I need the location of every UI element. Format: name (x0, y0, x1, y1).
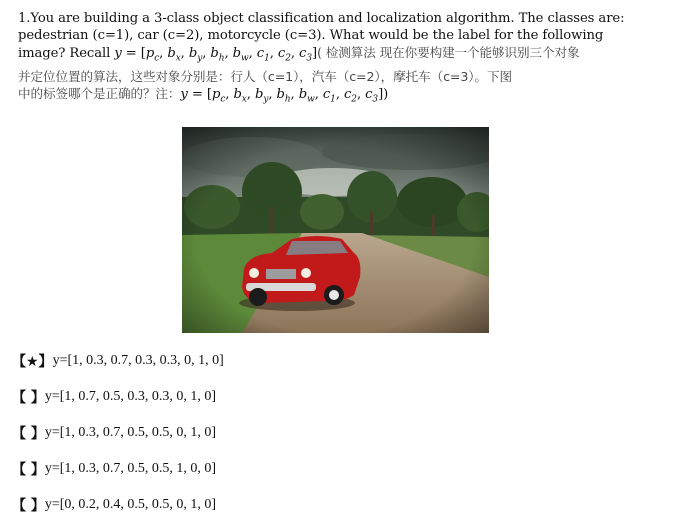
car-photo (182, 127, 489, 333)
option-3-marker: 【 】 (12, 426, 45, 442)
question-line-5-chinese: 中的标签哪个是正确的？注： (18, 85, 181, 101)
question-line-2: pedestrian (c=1), car (c=2), motorcycle (c=3). What would be the label for the following (18, 28, 604, 43)
question-line-5: 中的标签哪个是正确的？注：$y = [p_c$, $b_x$, $b_y$, $b_h$, $b_w$, $c_1$, $c_2$, $c_3$]) (18, 85, 389, 105)
option-3[interactable] (12, 422, 216, 444)
option-1-label: y=[1, 0.3, 0.7, 0.3, 0.3, 0, 1, 0] (52, 353, 224, 368)
option-5-marker: 【 】 (12, 498, 45, 514)
option-4-label: y=[1, 0.3, 0.7, 0.5, 0.5, 1, 0, 0] (44, 461, 217, 476)
option-1-marker: 【★】 (12, 354, 53, 370)
option-5[interactable] (12, 494, 216, 516)
option-2-marker: 【 】 (12, 390, 45, 406)
option-5-label: y=[0, 0.2, 0.4, 0.5, 0.5, 0, 1, 0] (44, 497, 217, 512)
option-4[interactable] (12, 458, 216, 480)
option-4-marker: 【 】 (12, 462, 45, 478)
question-line-3-chinese: ( 检测算法 现在你要构建一个能够识别三个对象 (317, 45, 580, 60)
question-line-4: 并定位位置的算法，这些对象分别是：行人（c=1），汽车（c=2），摩托车（c=3）。下图 (18, 68, 512, 84)
option-3-label: y=[1, 0.3, 0.7, 0.5, 0.5, 0, 1, 0] (44, 425, 217, 440)
option-1[interactable] (12, 350, 224, 372)
option-2[interactable] (12, 386, 216, 408)
car-photo-illustration (182, 127, 489, 333)
question-line-3: image? Recall $y = [p_c$, $b_x$, $b_y$, $b_h$, $b_w$, $c_1$, $c_2$, $c_3$]( 检测算法 现在你要构建一个能够识别三个对象 (18, 45, 580, 64)
question-text (18, 10, 668, 108)
question-line-1: 1.You are building a 3-class object classification and localization algorithm. The classes are: (18, 11, 625, 26)
option-2-label: y=[1, 0.7, 0.5, 0.3, 0.3, 0, 1, 0] (44, 389, 217, 404)
